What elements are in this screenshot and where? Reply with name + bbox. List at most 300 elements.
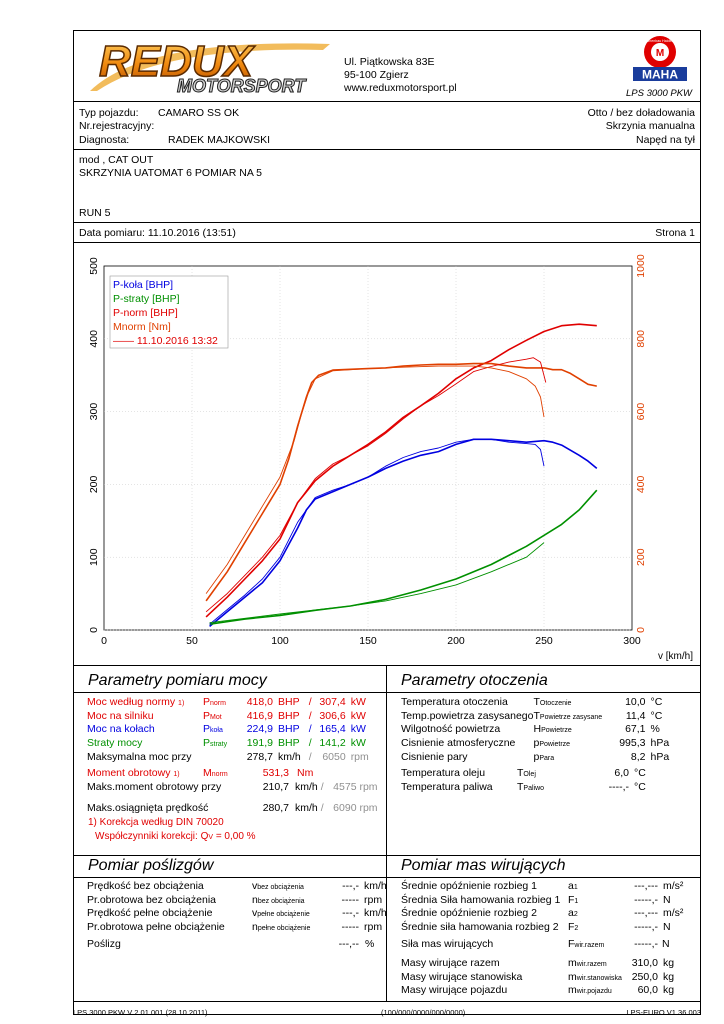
mass-label: Masy wirujące stanowiska <box>401 970 523 983</box>
divider <box>73 692 701 693</box>
env-label: Cisnienie atmosferyczne <box>401 737 516 750</box>
slip-label: Pr.obrotowa pełne obciążenie <box>87 921 225 934</box>
section-title-power: Parametry pomiaru mocy <box>88 672 267 689</box>
power-kw: 307,4 <box>319 695 346 708</box>
env-value: 11,4 <box>625 709 646 722</box>
mass-row <box>401 893 683 907</box>
power-kw-unit: kW <box>350 709 366 722</box>
env-sym: p <box>533 737 540 750</box>
max-power-row <box>87 750 369 764</box>
max-torque-rpm: 4575 <box>333 780 357 793</box>
mass-sym: F <box>568 893 575 906</box>
env-label: Temperatura paliwa <box>401 780 493 793</box>
env-label: Temp.powietrza zasysanego <box>401 709 534 722</box>
section-title-masses: Pomiar mas wirujących <box>401 857 566 874</box>
power-kw: 141,2 <box>319 737 346 750</box>
y-right-tick-label: 400 <box>635 475 647 494</box>
power-sym: P <box>203 723 211 736</box>
series-line-m_norm <box>206 364 597 601</box>
power-row <box>87 695 369 709</box>
mass-sym: m <box>568 984 577 997</box>
slip-value: ----- <box>341 921 359 934</box>
env-sym: T <box>517 766 524 779</box>
x-tick-label: 200 <box>447 635 465 647</box>
mass-row <box>401 879 683 893</box>
mass-symbol <box>568 956 624 970</box>
env-sym-sub: Powietrze zasysane <box>539 713 603 721</box>
x-axis-label: v [km/h] <box>657 651 693 662</box>
legend-entry: Mnorm [Nm] <box>113 321 171 333</box>
mass-force-label: Siła mas wirujących <box>401 937 494 950</box>
mass-value: 60,0 <box>637 984 658 997</box>
slip-row <box>87 920 387 934</box>
slip-sym: v <box>252 907 258 920</box>
series-line-p_kola_ref <box>210 439 544 624</box>
mass-symbol <box>568 879 624 893</box>
power-sep: / <box>308 737 312 750</box>
power-sym-sub: norm <box>210 699 226 707</box>
section-title-environment: Parametry otoczenia <box>401 672 548 689</box>
correction-line-2 <box>95 830 256 844</box>
mass-value: 310,0 <box>631 956 658 969</box>
series-line-p_kola <box>210 439 597 626</box>
maha-badge-text: Maschinenbau Haldenwang <box>637 39 683 43</box>
env-symbol <box>517 766 599 780</box>
env-row <box>401 695 669 709</box>
mass-sym-sub: 2 <box>574 925 579 933</box>
address-line-1: Ul. Piątkowska 83E <box>344 56 435 68</box>
env-symbol <box>534 695 616 709</box>
env-label: Temperatura otoczenia <box>401 695 508 708</box>
legend-entry: P-koła [BHP] <box>113 279 174 291</box>
env-value: 995,3 <box>619 737 646 750</box>
env-symbol <box>534 709 616 723</box>
mass-value: ---,--- <box>634 907 658 920</box>
y-right-tick-label: 600 <box>635 402 647 421</box>
series-line-p_straty_ref <box>210 543 544 623</box>
mass-force-value: -----,- <box>634 937 658 950</box>
env-label: Temperatura oleju <box>401 766 486 779</box>
slip-sym-sub: bez obciążenia <box>257 897 305 905</box>
max-speed-value: 280,7 <box>262 802 289 815</box>
mass-label: Średnia Siła hamowania rozbieg 1 <box>401 893 561 906</box>
column-divider <box>386 665 387 855</box>
power-note: 1) <box>178 699 185 707</box>
torque-unit: Nm <box>297 766 314 779</box>
y-right-tick-label: 200 <box>635 548 647 566</box>
power-label <box>87 736 187 750</box>
measurement-date: Data pomiaru: 11.10.2016 (13:51) <box>79 227 236 239</box>
power-chart <box>73 243 701 665</box>
power-symbol <box>187 695 245 709</box>
chart-legend <box>110 276 228 348</box>
mass-symbol <box>568 920 624 934</box>
mass-label: Masy wirujące razem <box>401 956 500 969</box>
logo-text-redux: REDUX <box>99 37 254 86</box>
slip-row <box>87 907 387 921</box>
env-sym-sub: Paliwo <box>523 784 545 792</box>
mass-sym-sub: 1 <box>573 883 578 891</box>
env-value: 10,0 <box>625 695 646 708</box>
env-sym-sub: Powietrze <box>539 741 571 749</box>
footer-left: LPS 3000 PKW V 2.01.001 (28.10.2011) <box>73 1008 208 1017</box>
maha-logo-graphic <box>625 34 695 96</box>
max-torque-speed: 210,7 <box>262 780 289 793</box>
mass-label: Średnie opóźnienie rozbieg 1 <box>401 879 538 892</box>
power-bhp-unit: BHP <box>278 695 300 708</box>
correction-line-1: 1) Korekcja według DIN 70020 <box>88 817 224 828</box>
slip-unit: % <box>365 937 375 950</box>
torque-label: Moment obrotowy <box>87 766 171 779</box>
x-tick-label: 150 <box>359 635 377 647</box>
slip-symbol <box>252 907 318 921</box>
mass-label: Średnie opóźnienie rozbieg 2 <box>401 907 538 920</box>
series-line-p_straty <box>210 490 597 624</box>
logo-text-motorsport: MOTORSPORT <box>177 76 306 96</box>
divider <box>73 149 701 150</box>
slip-label: Poślizg <box>87 937 121 950</box>
y-left-tick-label: 200 <box>88 475 100 494</box>
power-label-text: Straty mocy <box>87 737 143 750</box>
slip-sym: v <box>252 879 258 892</box>
mass-unit: m/s² <box>663 907 684 920</box>
svg-text:M: M <box>655 48 665 59</box>
y-left-tick-label: 500 <box>88 257 100 275</box>
power-symbol <box>187 709 245 723</box>
power-kw-unit: kW <box>350 737 366 750</box>
y-left-tick-label: 100 <box>88 548 100 566</box>
note-line-2: SKRZYNIA UATOMAT 6 POMIAR NA 5 <box>79 167 263 179</box>
max-power-speed: 278,7 <box>246 751 273 764</box>
x-tick-label: 250 <box>535 635 553 647</box>
power-row <box>87 709 369 723</box>
env-sym-sub: Olej <box>523 770 536 778</box>
environment-params-2 <box>401 766 646 794</box>
torque-note: 1) <box>173 770 180 778</box>
torque-value: 531,3 <box>262 766 289 779</box>
vehicle-type-value: CAMARO SS OK <box>158 107 240 119</box>
env-sym-sub: Otoczenie <box>539 699 572 707</box>
power-label <box>87 709 187 723</box>
environment-table-2 <box>401 766 646 794</box>
mass-unit: m/s² <box>663 879 684 892</box>
env-unit: hPa <box>650 737 670 750</box>
slip-total <box>87 937 374 951</box>
max-speed-rpm-unit: rpm <box>359 802 378 815</box>
mass-value: 250,0 <box>631 970 658 983</box>
max-speed-rpm: 6090 <box>333 802 357 815</box>
mass-value: -----,- <box>634 921 658 934</box>
slip-sym: n <box>252 893 258 906</box>
power-sep: / <box>308 695 312 708</box>
mass-row <box>401 907 683 921</box>
mass-sym: m <box>568 970 577 983</box>
slip-value: ---,- <box>342 879 359 892</box>
correction-label: Współczynniki korekcji: Q <box>95 831 209 842</box>
mass-sym-sub: 1 <box>574 897 579 905</box>
slip-unit: km/h <box>364 879 387 892</box>
legend-entry: P-norm [BHP] <box>113 307 178 319</box>
series-line-p_norm_ref <box>206 358 546 612</box>
mass-sym-sub: wir.pojazdu <box>576 988 612 996</box>
env-value: 6,0 <box>614 766 629 779</box>
mass-row <box>401 920 683 934</box>
maha-name: MAHA <box>642 67 678 82</box>
mass-label: Średnie siła hamowania rozbieg 2 <box>401 921 559 934</box>
max-torque-rpm-unit: rpm <box>359 780 378 793</box>
mass-sym-sub: wir.stanowiska <box>576 974 622 982</box>
mass-sym-sub: wir.razem <box>576 960 607 968</box>
env-row <box>401 780 646 794</box>
mass-table <box>401 879 683 934</box>
power-symbol <box>187 736 245 750</box>
slip-sym: n <box>252 921 258 934</box>
env-label: Cisnienie pary <box>401 751 468 764</box>
environment-table <box>401 695 669 764</box>
env-unit: hPa <box>650 751 670 764</box>
x-tick-label: 300 <box>623 635 641 647</box>
slip-row <box>87 937 374 951</box>
power-sym-sub: straty <box>210 741 228 749</box>
mass-symbol <box>568 893 624 907</box>
power-sep: / <box>308 709 312 722</box>
power-label-text: Moc na silniku <box>87 709 154 722</box>
slip-sym-sub: bez obciążenia <box>257 883 304 891</box>
mass-unit: N <box>663 921 671 934</box>
x-tick-label: 100 <box>271 635 289 647</box>
power-sep: / <box>308 723 312 736</box>
max-torque-row: Maks.moment obrotowy przy 210,7 km/h / 4575 rpm <box>87 780 378 793</box>
slip-value: ---,-- <box>338 937 359 950</box>
power-sym: P <box>203 695 211 708</box>
env-symbol <box>517 780 599 794</box>
slip-table <box>87 879 387 934</box>
env-symbol <box>534 723 616 737</box>
slip-total-table <box>87 937 374 951</box>
redux-logo-graphic <box>85 36 335 96</box>
power-sym-sub: koła <box>210 727 223 735</box>
mass-row <box>401 970 674 984</box>
mass-row <box>401 956 674 970</box>
section-title-slip: Pomiar poślizgów <box>88 857 214 874</box>
correction-sub: V <box>208 834 214 841</box>
torque-row <box>87 766 378 780</box>
env-sym-sub: Para <box>539 755 555 763</box>
env-symbol <box>534 736 616 750</box>
vehicle-reg-label: Nr.rejestracyjny: <box>79 120 155 132</box>
torque-block <box>87 766 378 815</box>
slip-unit: km/h <box>364 907 387 920</box>
env-unit: °C <box>650 695 663 708</box>
divider <box>73 877 701 878</box>
page-number: Strona 1 <box>655 227 695 239</box>
env-sym: T <box>533 695 540 708</box>
slip-row <box>87 893 387 907</box>
drive-type: Napęd na tył <box>636 134 695 146</box>
note-line-1: mod , CAT OUT <box>79 154 154 166</box>
gearbox-type: Skrzynia manualna <box>605 120 695 132</box>
mass-symbol <box>568 970 624 984</box>
slip-symbol <box>252 893 318 907</box>
max-speed-unit: km/h <box>295 802 318 815</box>
env-unit: °C <box>634 780 646 793</box>
max-torque-speed-unit: km/h <box>295 780 318 793</box>
power-row <box>87 723 369 737</box>
env-unit: % <box>650 723 660 736</box>
power-row <box>87 736 369 750</box>
env-value: 67,1 <box>625 723 646 736</box>
series-line-m_norm_ref <box>206 366 544 593</box>
env-unit: °C <box>634 766 646 779</box>
power-bhp: 191,9 <box>246 737 273 750</box>
max-power-label: Maksymalna moc przy <box>87 751 192 764</box>
run-label: RUN 5 <box>79 207 111 219</box>
mass-force-table <box>401 937 670 951</box>
y-left-tick-label: 300 <box>88 402 100 421</box>
slip-value: ----- <box>341 893 359 906</box>
max-torque-label: Maks.moment obrotowy przy <box>87 780 222 793</box>
env-value: ----,- <box>608 780 629 793</box>
power-params <box>87 695 369 764</box>
power-bhp-unit: BHP <box>278 723 300 736</box>
slip-symbol <box>252 920 318 934</box>
y-left-tick-label: 400 <box>88 330 100 348</box>
mass-sym: F <box>568 921 575 934</box>
mass-params-2 <box>401 956 674 997</box>
divider <box>73 222 701 223</box>
mass-force-row <box>401 937 670 951</box>
power-kw: 306,6 <box>319 709 346 722</box>
mass-force-unit: N <box>662 937 670 950</box>
mass-table-2 <box>401 956 674 997</box>
env-sym: H <box>533 723 542 736</box>
power-kw-unit: kW <box>350 695 366 708</box>
mass-force-sub: wir.razem <box>574 941 605 949</box>
mass-unit: kg <box>663 956 675 969</box>
slip-row <box>87 879 387 893</box>
mass-sym-sub: 2 <box>573 911 578 919</box>
address-line-3: www.reduxmotorsport.pl <box>344 82 457 94</box>
max-speed-label: Maks.osiągnięta prędkość <box>87 802 209 815</box>
power-symbol <box>187 723 245 737</box>
engine-type: Otto / bez doładowania <box>587 107 695 119</box>
max-power-speed-unit: km/h <box>278 751 301 764</box>
power-label-text: Moc według normy <box>87 695 176 708</box>
mass-unit: kg <box>663 984 675 997</box>
power-sym-sub: Mot <box>210 713 222 721</box>
env-row <box>401 736 669 750</box>
mass-params <box>401 879 683 934</box>
slip-label: Pr.obrotowa bez obciążenia <box>87 893 216 906</box>
divider <box>73 101 701 102</box>
slip-params <box>87 879 387 934</box>
slip-symbol <box>252 879 318 893</box>
torque-symbol-sub: norm <box>211 770 228 778</box>
max-power-rpm-unit: rpm <box>350 751 369 764</box>
x-tick-label: 50 <box>186 635 198 647</box>
chart-series <box>206 324 597 626</box>
address-line-2: 95-100 Zgierz <box>344 69 409 81</box>
max-speed-row: Maks.osiągnięta prędkość 280,7 km/h / 6090 rpm <box>87 802 378 815</box>
slip-unit: rpm <box>364 893 383 906</box>
mass-sym: a <box>568 907 574 920</box>
power-kw: 165,4 <box>319 723 346 736</box>
env-row <box>401 723 669 737</box>
slip-sym-sub: pełne obciążenie <box>257 911 310 919</box>
power-label <box>87 723 187 737</box>
env-sym: p <box>533 751 540 764</box>
env-value: 8,2 <box>630 751 646 764</box>
power-sym: P <box>203 737 211 750</box>
divider <box>73 665 701 666</box>
legend-entry: P-straty [BHP] <box>113 293 180 305</box>
env-sym-sub: Powietrze <box>541 727 572 735</box>
mass-symbol <box>568 907 624 921</box>
env-row <box>401 709 669 723</box>
max-power-rpm: 6050 <box>322 751 346 764</box>
slip-unit: rpm <box>364 921 383 934</box>
env-sym: T <box>517 780 524 793</box>
env-row <box>401 766 646 780</box>
mass-value: ---,--- <box>634 879 658 892</box>
max-power-sep: / <box>308 751 312 764</box>
power-kw-unit: kW <box>350 723 366 736</box>
correction-value: = 0,00 % <box>215 831 256 842</box>
env-unit: °C <box>650 709 663 722</box>
y-left-tick-label: 0 <box>88 627 100 633</box>
divider <box>73 1001 701 1002</box>
maha-logo <box>625 34 695 96</box>
mass-force-sym: F <box>568 937 575 950</box>
vehicle-diag-value: RADEK MAJKOWSKI <box>168 134 271 146</box>
mass-label: Masy wirujące pojazdu <box>401 984 508 997</box>
torque-symbol: M <box>203 766 212 779</box>
env-symbol <box>534 750 616 764</box>
env-label: Wilgotność powietrza <box>401 723 501 736</box>
environment-params <box>401 695 669 764</box>
power-label-text: Moc na kołach <box>87 723 155 736</box>
power-bhp: 418,0 <box>246 695 273 708</box>
vehicle-type-label: Typ pojazdu: <box>79 107 139 119</box>
redux-logo <box>85 36 335 96</box>
y-right-tick-label: 0 <box>635 627 647 633</box>
legend-entry: —— 11.10.2016 13:32 <box>113 335 218 347</box>
footer-center: (100/000/0000/000/0000) <box>381 1008 466 1017</box>
slip-label: Prędkość pełne obciążenie <box>87 907 213 920</box>
slip-value: ---,- <box>342 907 359 920</box>
mass-row <box>401 984 674 998</box>
power-sym: P <box>203 709 211 722</box>
env-row <box>401 750 669 764</box>
power-table <box>87 695 369 764</box>
power-bhp-unit: BHP <box>278 737 300 750</box>
mass-symbol <box>568 984 624 998</box>
mass-value: -----,- <box>634 893 658 906</box>
x-tick-label: 0 <box>101 635 107 647</box>
torque-table <box>87 766 378 815</box>
y-right-tick-label: 800 <box>635 330 647 348</box>
vehicle-diag-label: Diagnosta: <box>79 134 130 146</box>
slip-label: Prędkość bez obciążenia <box>87 879 204 892</box>
footer-right: LPS-EURO V1.36.003 <box>626 1008 701 1017</box>
lps-model: LPS 3000 PKW <box>626 88 693 99</box>
power-bhp-unit: BHP <box>278 709 300 722</box>
mass-sym: a <box>568 879 574 892</box>
power-bhp: 224,9 <box>246 723 273 736</box>
mass-unit: N <box>663 893 671 906</box>
env-sym: T <box>533 709 540 722</box>
mass-force <box>401 937 670 951</box>
